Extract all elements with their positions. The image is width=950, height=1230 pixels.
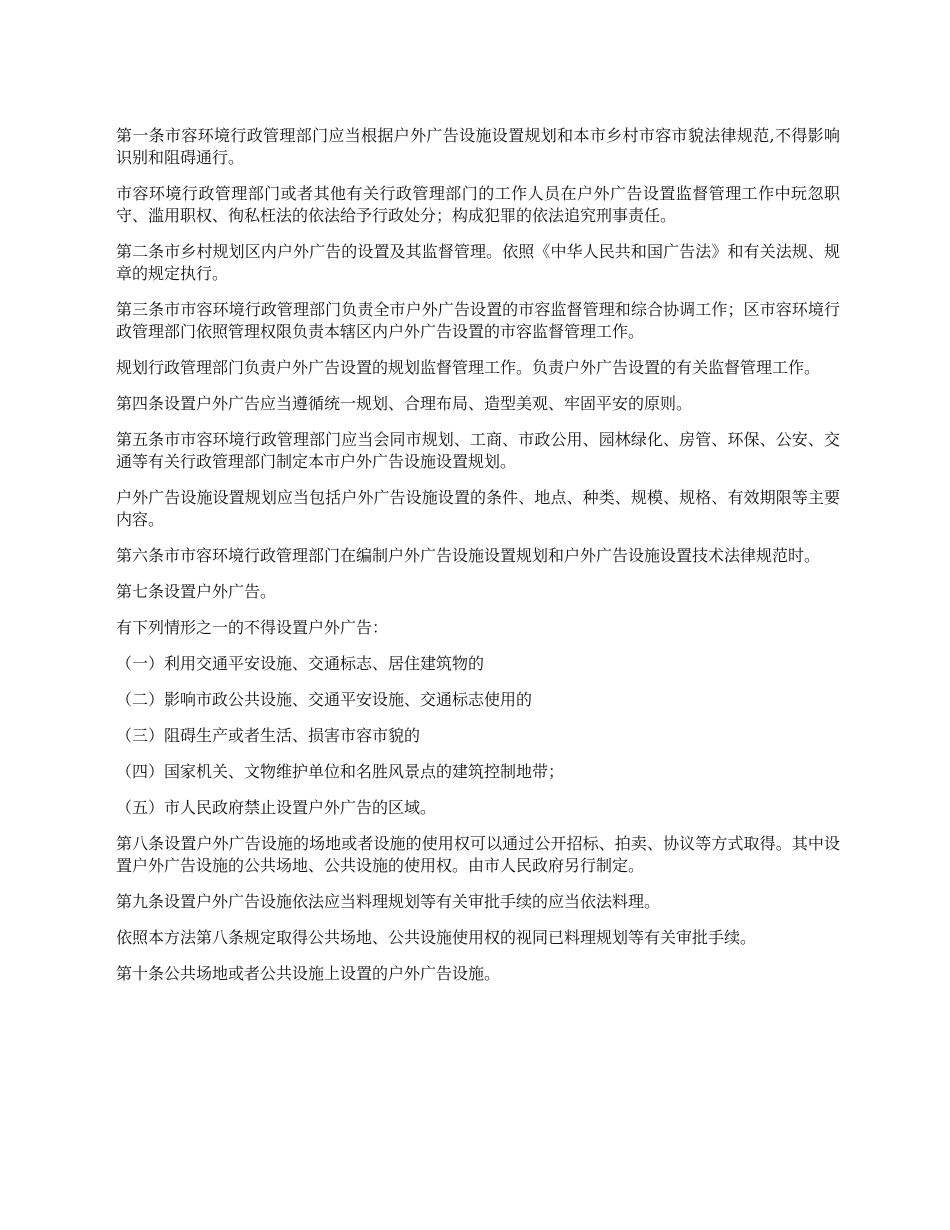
paragraph-article-3: 第三条市市容环境行政管理部门负责全市户外广告设置的市容监督管理和综合协调工作；区市容环境行政管理部门依照管理权限负责本辖区内户外广告设置的市容监督管理工作。	[116, 300, 840, 341]
paragraph-plan-contents: 户外广告设施设置规划应当包括户外广告设施设置的条件、地点、种类、规模、规格、有效期限等主要内容。	[116, 488, 840, 529]
list-item-1: （一）利用交通平安设施、交通标志、居住建筑物的	[116, 654, 485, 673]
list-item-2: （二）影响市政公共设施、交通平安设施、交通标志使用的	[116, 690, 533, 709]
paragraph-article-6: 第六条市市容环境行政管理部门在编制户外广告设施设置规划和户外广告设施设置技术法律规范时。	[116, 546, 821, 565]
paragraph-article-2: 第二条市乡村规划区内户外广告的设置及其监督管理。依照《中华人民共和国广告法》和有关法规、规章的规定执行。	[116, 242, 840, 283]
paragraph-article-9: 第九条设置户外广告设施依法应当料理规划等有关审批手续的应当依法料理。	[116, 892, 661, 911]
paragraph-article-1: 第一条市容环境行政管理部门应当根据户外广告设施设置规划和本市乡村市容市貌法律规范,不得影响识别和阻碍通行。	[116, 126, 840, 167]
paragraph-article-10: 第十条公共场地或者公共设施上设置的户外广告设施。	[116, 964, 501, 983]
paragraph-article-4: 第四条设置户外广告应当遵循统一规划、合理布局、造型美观、牢固平安的原则。	[116, 394, 693, 413]
paragraph-article-7: 第七条设置户外广告。	[116, 582, 277, 601]
paragraph-article-8: 第八条设置户外广告设施的场地或者设施的使用权可以通过公开招标、拍卖、协议等方式取得。其中设置户外广告设施的公共场地、公共设施的使用权。由市人民政府另行制定。	[116, 834, 840, 875]
list-item-3: （三）阻碍生产或者生活、损害市容市貌的	[116, 726, 421, 745]
paragraph-planning-department: 规划行政管理部门负责户外广告设置的规划监督管理工作。负责户外广告设置的有关监督管理工作。	[116, 358, 821, 377]
paragraph-article-8-reference: 依照本方法第八条规定取得公共场地、公共设施使用权的视同已料理规划等有关审批手续。	[116, 928, 757, 947]
paragraph-article-5: 第五条市市容环境行政管理部门应当会同市规划、工商、市政公用、园林绿化、房管、环保、公安、交通等有关行政管理部门制定本市户外广告设施设置规划。	[116, 430, 840, 471]
document-body	[116, 125, 840, 999]
paragraph-staff-liability: 市容环境行政管理部门或者其他有关行政管理部门的工作人员在户外广告设置监督管理工作中玩忽职守、滥用职权、徇私枉法的依法给予行政处分；构成犯罪的依法追究刑事责任。	[116, 184, 840, 225]
list-item-5: （五）市人民政府禁止设置户外广告的区域。	[116, 798, 437, 817]
paragraph-prohibited-intro: 有下列情形之一的不得设置户外广告：	[116, 618, 389, 637]
list-item-4: （四）国家机关、文物维护单位和名胜风景点的建筑控制地带；	[116, 762, 565, 781]
